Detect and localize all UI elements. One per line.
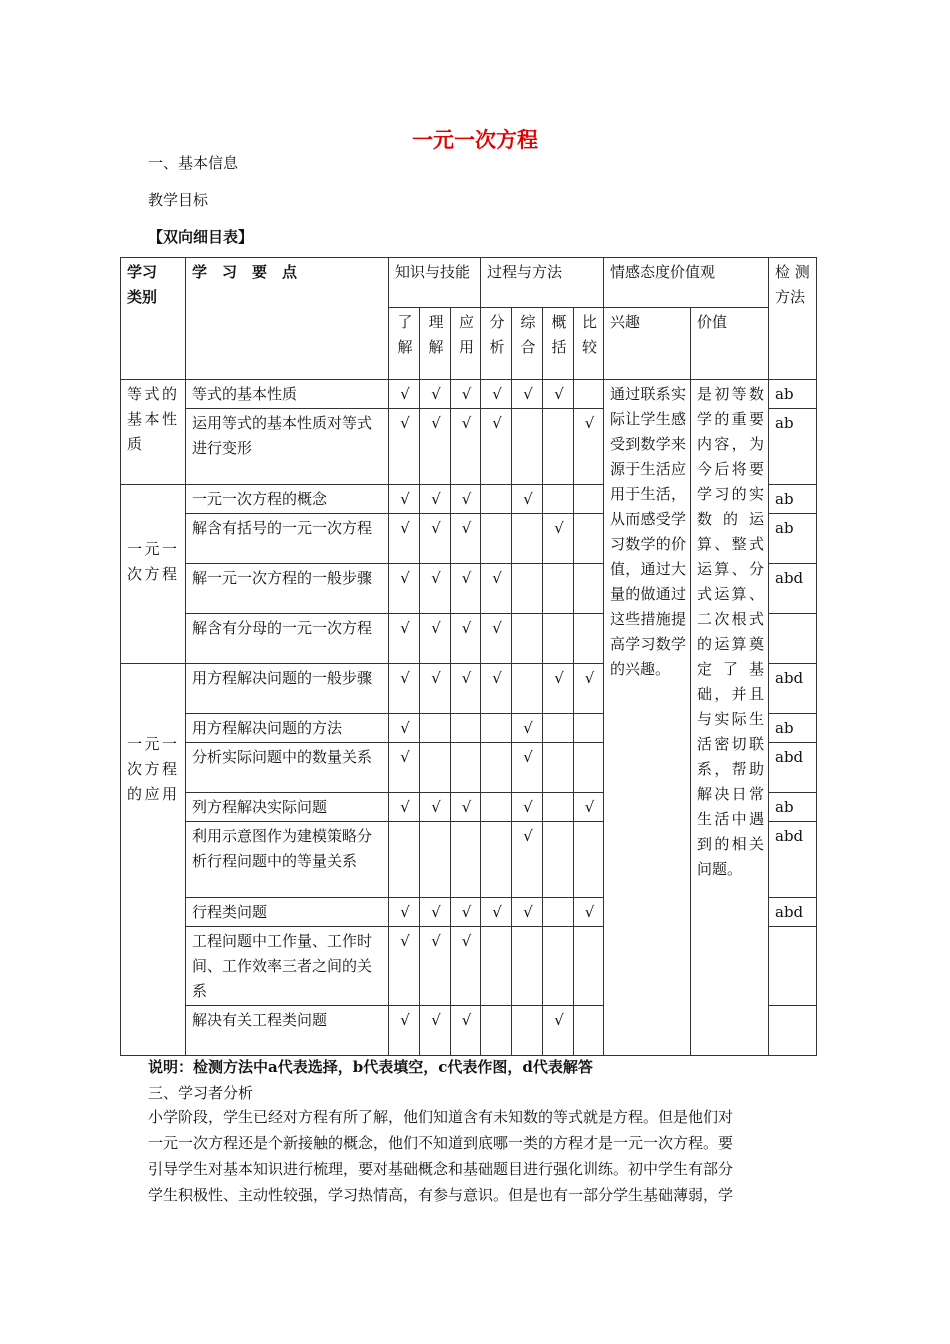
learning-point: 列方程解决实际问题 <box>186 793 389 822</box>
check-mark: √ <box>543 664 574 714</box>
method-code: abd <box>769 664 817 714</box>
method-code: ab <box>769 514 817 564</box>
check-mark <box>574 380 604 409</box>
check-mark <box>574 743 604 793</box>
paragraph-line: 引导学生对基本知识进行梳理，要对基础概念和基础题目进行强化训练。初中学生有部分 <box>148 1160 734 1178</box>
learning-point: 分析实际问题中的数量关系 <box>186 743 389 793</box>
learning-point: 用方程解决问题的方法 <box>186 714 389 743</box>
check-mark <box>481 514 512 564</box>
check-mark <box>512 1006 543 1056</box>
check-mark: √ <box>389 1006 420 1056</box>
check-mark <box>543 898 574 927</box>
check-mark <box>574 822 604 898</box>
check-mark: √ <box>481 898 512 927</box>
two-way-spec-table <box>120 257 817 1056</box>
check-mark: √ <box>389 614 420 664</box>
header-emotion: 情感态度价值观 <box>604 258 769 308</box>
method-code <box>769 1006 817 1056</box>
learning-point: 利用示意图作为建模策略分析行程问题中的等量关系 <box>186 822 389 898</box>
check-mark <box>574 1006 604 1056</box>
check-mark: √ <box>420 614 451 664</box>
check-mark <box>512 927 543 1006</box>
check-mark <box>451 743 481 793</box>
check-mark: √ <box>451 514 481 564</box>
check-mark: √ <box>574 664 604 714</box>
check-mark: √ <box>512 898 543 927</box>
header-process: 过程与方法 <box>481 258 604 308</box>
method-code: abd <box>769 564 817 614</box>
check-mark: √ <box>574 409 604 485</box>
header-points: 学 习 要 点 <box>186 258 389 380</box>
check-mark: √ <box>389 743 420 793</box>
check-mark <box>574 564 604 614</box>
check-mark <box>481 927 512 1006</box>
learning-point: 行程类问题 <box>186 898 389 927</box>
check-mark <box>543 714 574 743</box>
page-title: 一元一次方程 <box>412 127 538 152</box>
check-mark: √ <box>389 409 420 485</box>
check-mark: √ <box>420 409 451 485</box>
learning-point: 一元一次方程的概念 <box>186 485 389 514</box>
sub-header-analyze: 分 析 <box>481 308 512 380</box>
check-mark: √ <box>543 1006 574 1056</box>
check-mark <box>574 485 604 514</box>
method-code: ab <box>769 380 817 409</box>
check-mark <box>389 822 420 898</box>
check-mark <box>543 409 574 485</box>
header-category: 学习 类别 <box>121 258 186 380</box>
check-mark: √ <box>543 380 574 409</box>
check-mark: √ <box>574 793 604 822</box>
sub-header-compare: 比 较 <box>574 308 604 380</box>
check-mark: √ <box>420 485 451 514</box>
check-mark: √ <box>389 380 420 409</box>
check-mark: √ <box>512 380 543 409</box>
check-mark: √ <box>420 664 451 714</box>
category-cell: 一元一次方程 <box>121 485 186 664</box>
paragraph-line: 一元一次方程还是个新接触的概念，他们不知道到底哪一类的方程才是一元一次方程。要 <box>148 1134 734 1152</box>
table-heading: 【双向细目表】 <box>148 228 254 246</box>
check-mark: √ <box>389 927 420 1006</box>
check-mark <box>512 514 543 564</box>
check-mark: √ <box>512 485 543 514</box>
check-mark: √ <box>481 614 512 664</box>
check-mark: √ <box>451 409 481 485</box>
sub-header-interest: 兴趣 <box>604 308 691 380</box>
check-mark: √ <box>481 409 512 485</box>
learning-point: 解含有括号的一元一次方程 <box>186 514 389 564</box>
method-code <box>769 614 817 664</box>
check-mark: √ <box>420 564 451 614</box>
sub-header-value: 价值 <box>691 308 769 380</box>
learning-point: 解含有分母的一元一次方程 <box>186 614 389 664</box>
check-mark <box>481 1006 512 1056</box>
method-code: abd <box>769 743 817 793</box>
check-mark <box>481 485 512 514</box>
check-mark: √ <box>389 664 420 714</box>
check-mark: √ <box>420 793 451 822</box>
check-mark: √ <box>389 898 420 927</box>
paragraph-line: 学生积极性、主动性较强，学习热情高，有参与意识。但是也有一部分学生基础薄弱，学 <box>148 1186 734 1204</box>
check-mark <box>481 743 512 793</box>
check-mark: √ <box>420 898 451 927</box>
check-mark: √ <box>451 1006 481 1056</box>
check-mark: √ <box>420 514 451 564</box>
check-mark: √ <box>451 564 481 614</box>
method-code: abd <box>769 898 817 927</box>
method-note: 说明：检测方法中a代表选择，b代表填空，c代表作图，d代表解答 <box>148 1058 593 1076</box>
sub-header-comprehend: 理 解 <box>420 308 451 380</box>
check-mark <box>543 822 574 898</box>
check-mark: √ <box>451 927 481 1006</box>
sub-header-summarize: 概 括 <box>543 308 574 380</box>
check-mark: √ <box>574 898 604 927</box>
check-mark <box>451 714 481 743</box>
check-mark: √ <box>451 898 481 927</box>
check-mark <box>543 793 574 822</box>
check-mark: √ <box>389 485 420 514</box>
category-cell: 一元一次方程的应用 <box>121 664 186 1056</box>
check-mark <box>512 664 543 714</box>
section-learner-analysis: 三、学习者分析 <box>148 1084 254 1102</box>
check-mark: √ <box>420 927 451 1006</box>
method-code: ab <box>769 793 817 822</box>
check-mark: √ <box>481 564 512 614</box>
check-mark: √ <box>512 743 543 793</box>
learning-point: 运用等式的基本性质对等式进行变形 <box>186 409 389 485</box>
paragraph-line: 小学阶段，学生已经对方程有所了解，他们知道含有未知数的等式就是方程。但是他们对 <box>148 1108 734 1126</box>
learner-analysis-paragraph <box>148 1104 812 1208</box>
method-code: abd <box>769 822 817 898</box>
check-mark <box>543 485 574 514</box>
check-mark: √ <box>389 793 420 822</box>
check-mark: √ <box>481 380 512 409</box>
check-mark: √ <box>420 380 451 409</box>
check-mark <box>420 822 451 898</box>
check-mark <box>451 822 481 898</box>
check-mark <box>543 614 574 664</box>
header-knowledge: 知识与技能 <box>389 258 481 308</box>
check-mark <box>574 614 604 664</box>
method-code <box>769 927 817 1006</box>
check-mark: √ <box>543 514 574 564</box>
check-mark: √ <box>512 822 543 898</box>
interest-text: 通过联系实际让学生感受到数学来源于生活应用于生活，从而感受学习数学的价值，通过大量的做通过这些措施提高学习数学的兴趣。 <box>604 380 691 1056</box>
check-mark: √ <box>451 380 481 409</box>
learning-point: 解决有关工程类问题 <box>186 1006 389 1056</box>
sub-header-understand: 了 解 <box>389 308 420 380</box>
check-mark: √ <box>451 485 481 514</box>
check-mark <box>574 514 604 564</box>
teaching-objective-label: 教学目标 <box>148 191 209 209</box>
check-mark: √ <box>512 714 543 743</box>
section-basic-info: 一、基本信息 <box>148 154 239 172</box>
method-code: ab <box>769 409 817 485</box>
check-mark <box>512 614 543 664</box>
check-mark <box>543 927 574 1006</box>
sub-header-apply: 应 用 <box>451 308 481 380</box>
check-mark: √ <box>481 664 512 714</box>
check-mark: √ <box>389 514 420 564</box>
learning-point: 等式的基本性质 <box>186 380 389 409</box>
method-code: ab <box>769 485 817 514</box>
check-mark: √ <box>451 614 481 664</box>
check-mark <box>574 714 604 743</box>
check-mark <box>420 714 451 743</box>
learning-point: 工程问题中工作量、工作时间、工作效率三者之间的关系 <box>186 927 389 1006</box>
check-mark <box>543 564 574 614</box>
check-mark: √ <box>451 793 481 822</box>
check-mark <box>481 793 512 822</box>
check-mark <box>481 822 512 898</box>
learning-point: 用方程解决问题的一般步骤 <box>186 664 389 714</box>
check-mark: √ <box>451 664 481 714</box>
category-cell: 等式的基本性质 <box>121 380 186 485</box>
check-mark <box>512 409 543 485</box>
check-mark <box>543 743 574 793</box>
check-mark: √ <box>389 714 420 743</box>
sub-header-synthesize: 综 合 <box>512 308 543 380</box>
check-mark <box>481 714 512 743</box>
check-mark: √ <box>512 793 543 822</box>
method-code: ab <box>769 714 817 743</box>
check-mark <box>512 564 543 614</box>
check-mark <box>420 743 451 793</box>
value-text: 是初等数学的重要内容，为今后将要学习的实数的运算、整式运算、分式运算、二次根式的运算奠定了基础，并且与实际生活密切联系，帮助解决日常生活中遇到的相关问题。 <box>691 380 769 1056</box>
learning-point: 解一元一次方程的一般步骤 <box>186 564 389 614</box>
check-mark <box>574 927 604 1006</box>
check-mark: √ <box>389 564 420 614</box>
check-mark: √ <box>420 1006 451 1056</box>
header-method: 检 测 方法 <box>769 258 817 380</box>
